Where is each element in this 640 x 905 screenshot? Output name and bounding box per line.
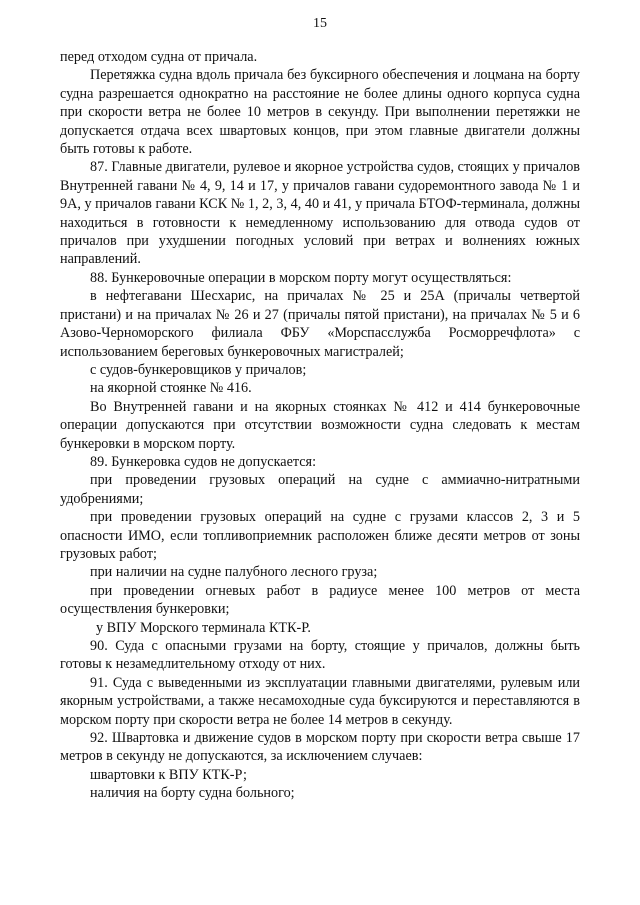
list-item-bunker-vessels: с судов-бункеровщиков у причалов;	[90, 361, 307, 378]
paragraph-90: 90. Суда с опасными грузами на борту, стоящие у причалов, должны быть готовы к незамедлительному отходу от них.	[60, 638, 580, 673]
paragraph-inner-harbor: Во Внутренней гавани и на якорных стоянках № 412 и 414 бункеровочные операции допускаются при отсутствии возможности судна следовать к местам бункеровки в морском порту.	[60, 398, 580, 452]
page-number: 15	[313, 16, 327, 31]
paragraph-92: 92. Швартовка и движение судов в морском порту при скорости ветра свыше 17 метров в секунду не допускаются, за исключением случаев:	[60, 730, 580, 765]
paragraph-87: 87. Главные двигатели, рулевое и якорное устройства судов, стоящих у причалов Внутренней гавани № 4, 9, 14 и 17, у причалов гавани судоремонтного завода № 1 и 9А, у причалов гавани КСК № 1, 2, 3, 4, 40 и 41, у причала БТОФ-терминала, должны находиться в готовности к немедленному использованию для отвода судов от причалов при ухудшении погодных условий при ветрах и волнениях южных направлений.	[60, 159, 580, 268]
list-item-mooring-cpc: швартовки к ВПУ КТК-Р;	[90, 766, 247, 783]
list-item-deck-timber: при наличии на судне палубного лесного груза;	[90, 564, 378, 581]
paragraph-91: 91. Суда с выведенными из эксплуатации главными двигателями, рулевым или якорным устройствами, а также несамоходные суда буксируются и переставляются в морском порту при скорости ветра не более 14 метров в секунду.	[60, 674, 580, 728]
list-item-anchorage-416: на якорной стоянке № 416.	[90, 380, 252, 397]
paragraph-towing: Перетяжка судна вдоль причала без буксирного обеспечения и лоцмана на борту судна разрешается однократно на расстояние не более длины одного корпуса судна при скорости ветра не более 10 метров в секунду. При выполнении перетяжки не допускается отдача всех швартовых концов, при этом главные двигатели должны быть готовы к работе.	[60, 67, 580, 158]
paragraph-continuation: перед отходом судна от причала.	[60, 49, 258, 65]
list-item-sheskharis: в нефтегавани Шесхарис, на причалах № 25 и 25А (причалы четвертой пристани) и на причалах № 26 и 27 (причалы пятой пристани), на причалах № 5 и 6 Азово-Черноморского филиала ФБУ «Морспасслужба Росморречфлота» с использованием береговых бункеровочных магистралей;	[60, 288, 580, 360]
list-item-imo-classes: при проведении грузовых операций на судне с грузами классов 2, 3 и 5 опасности ИМО, если топливоприемник расположен ближе десяти метров от зоны грузовых работ;	[60, 509, 580, 562]
list-item-ammonium-nitrate: при проведении грузовых операций на судне с аммиачно-нитратными удобрениями;	[60, 472, 580, 507]
list-item-hot-work: при проведении огневых работ в радиусе менее 100 метров от места осуществления бункеровки;	[60, 582, 580, 618]
document-body	[60, 48, 580, 803]
paragraph-88: 88. Бункеровочные операции в морском порту могут осуществляться:	[90, 269, 512, 286]
list-item-cpc-terminal: у ВПУ Морского терминала КТК-Р.	[96, 619, 311, 636]
paragraph-89: 89. Бункеровка судов не допускается:	[90, 453, 317, 470]
list-item-sick-person: наличия на борту судна больного;	[90, 785, 295, 802]
